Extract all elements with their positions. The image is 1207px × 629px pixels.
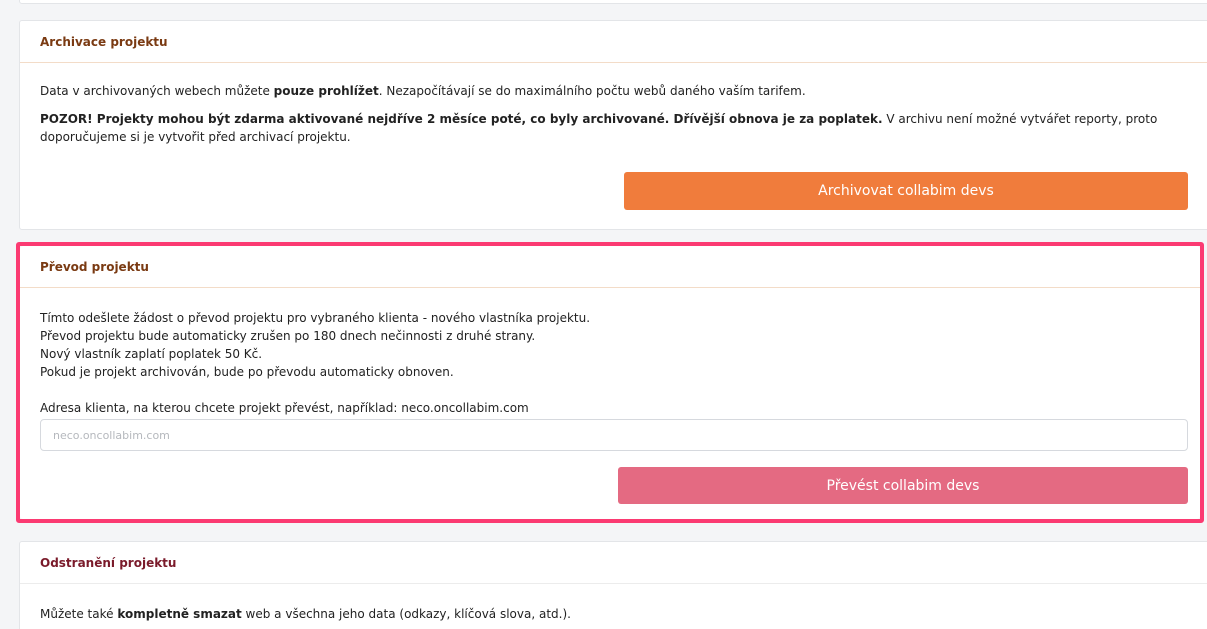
transfer-info-lines [40,309,1180,381]
archive-warning-bold: POZOR! Projekty mohou být zdarma aktivované nejdříve 2 měsíce poté, co byly archivované. Dřívější obnova je za poplatek. [40,112,883,126]
transfer-card-header [20,246,1200,288]
archive-warning-text [40,110,1198,146]
transfer-card-title: Převod projektu [40,259,149,274]
delete-card-body [20,605,1207,623]
archive-info-text [40,82,1198,100]
archive-project-button[interactable]: Archivovat collabim devs [624,172,1188,210]
archive-card-title: Archivace projektu [40,34,168,49]
client-address-label: Adresa klienta, na kterou chcete projekt převést, například: neco.oncollabim.com [40,401,529,415]
delete-project-card [19,541,1207,629]
transfer-info-line: Pokud je projekt archivován, bude po převodu automaticky obnoven. [40,365,454,379]
archive-project-card [19,20,1207,230]
transfer-project-card [20,246,1200,519]
delete-info-text-b: web a všechna jeho data (odkazy, klíčová slova, atd.). [241,607,571,621]
archive-warning-rest: V archivu není možné vytvářet reporty, proto doporučujeme si je vytvořit před archivací projektu. [40,112,1158,144]
transfer-info-line: Tímto odešlete žádost o převod projektu pro vybraného klienta - nového vlastníka projektu. [40,311,591,325]
transfer-info-line: Nový vlastník zaplatí poplatek 50 Kč. [40,347,263,361]
delete-info-text-a: Můžete také [40,607,118,621]
client-address-input[interactable] [40,419,1188,451]
archive-card-body [20,82,1207,146]
transfer-info-line: Převod projektu bude automaticky zrušen po 180 dnech nečinnosti z druhé strany. [40,329,536,343]
archive-info-text-a: Data v archivovaných webech můžete [40,84,274,98]
archive-card-header [20,21,1207,63]
delete-card-title: Odstranění projektu [40,555,177,570]
archive-info-text-bold: pouze prohlížet [273,84,379,98]
delete-info-text-bold: kompletně smazat [117,607,242,621]
transfer-project-button[interactable]: Převést collabim devs [618,467,1188,504]
archive-info-text-b: . Nezapočítávají se do maximálního počtu webů daného vaším tarifem. [378,84,806,98]
transfer-card-body [20,309,1200,417]
previous-card-edge [19,0,1207,4]
delete-card-header [20,542,1207,584]
delete-info-text [40,605,1198,623]
